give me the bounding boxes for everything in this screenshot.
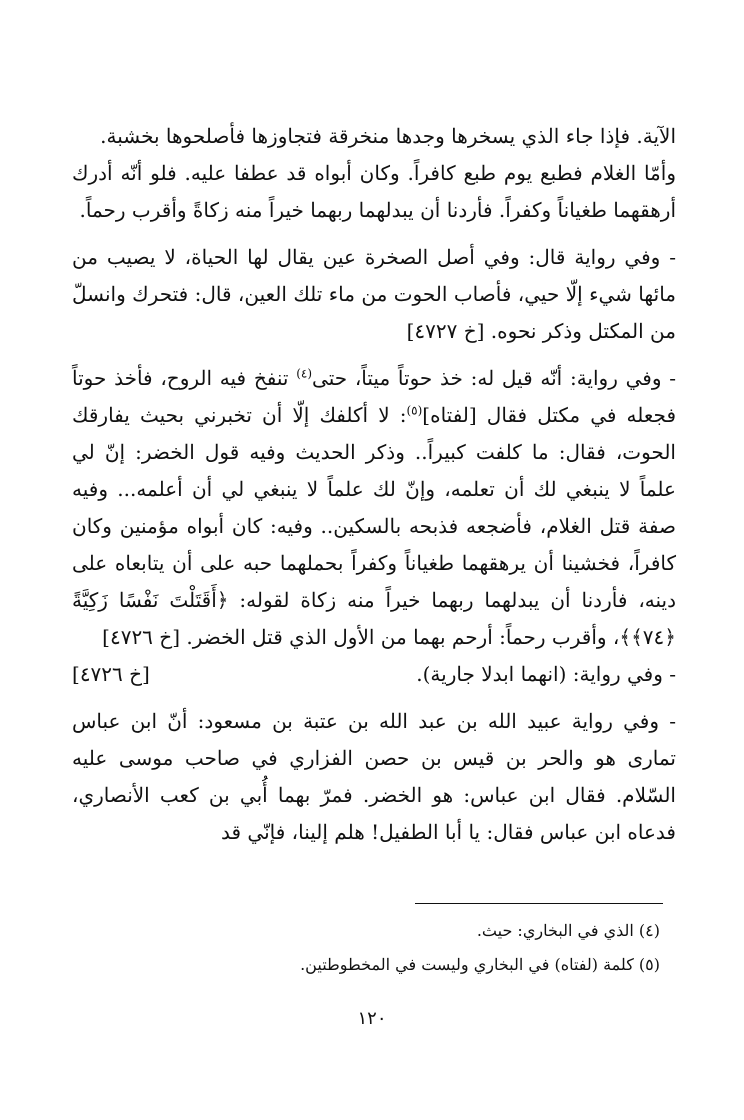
paragraph-3-text-a: - وفي رواية: أنّه قيل له: خذ حوتاً ميتاً، حتى — [312, 366, 676, 390]
page-number: ١٢٠ — [357, 1008, 387, 1029]
paragraph-1a: الآية. فإذا جاء الذي يسخرها وجدها منخرقة فتجاوزها فأصلحوها بخشبة. — [100, 124, 676, 148]
paragraph-4-reference: [خ ٤٧٢٦] — [72, 662, 150, 686]
footnote-divider — [415, 903, 663, 904]
paragraph-5: - وفي رواية عبيد الله بن عبد الله بن عتبة بن مسعود: أنّ ابن عباس تمارى هو والحر بن قيس بن حصن الفزاري في صاحب موسى عليه السّلام. فقال ابن عباس: هو الخضر. فمرّ بهما أُبي بن كعب الأنصاري، فدعاه ابن عباس فقال: يا أبا الطفيل! هلم إلينا، فإنّي قد — [72, 709, 676, 844]
paragraph-2-reference: [خ ٤٧٢٧] — [406, 319, 485, 343]
paragraph-1b: وأمّا الغلام فطبع يوم طبع كافراً. وكان أبواه قد عطفا عليه. فلو أنّه أدرك أرهقهما طغياناً وكفراً. فأردنا أن يبدلهما ربهما خيراً منه زكاةً وأقرب رحماً. — [72, 161, 676, 222]
footnote-4: (٤) الذي في البخاري: حيث. — [476, 921, 660, 940]
footnote-5: (٥) كلمة (لفتاه) في البخاري وليست في المخطوطتين. — [300, 955, 660, 974]
paragraph-3-text-b: تنفخ فيه الروح، فأخذ حوتاً فجعله في مكتل فقال [لفتاه] — [72, 366, 677, 427]
main-text — [72, 118, 676, 851]
paragraph-3-reference: [خ ٤٧٢٦] — [102, 625, 180, 649]
footnotes — [72, 914, 660, 982]
paragraph-3 — [72, 360, 676, 656]
paragraph-2-text: - وفي رواية قال: وفي أصل الصخرة عين يقال لها الحياة، لا يصيب من مائها شيء إلّا حيي، فأصاب الحوت من ماء تلك العين، قال: فتحرك وانسلّ من المكتل وذكر نحوه. — [72, 245, 676, 343]
paragraph-4-text: - وفي رواية: (انهما ابدلا جارية). — [416, 662, 676, 686]
paragraph-3-text-c: : لا أكلفك إلّا أن تخبرني بحيث يفارقك الحوت، فقال: ما كلفت كبيراً.. وذكر الحديث وفيه قول الخضر: إنّ لي علماً لا ينبغي لك أن تعلمه، وإنّ لك علماً لا ينبغي لي أن أعلمه... وفيه صفة قتل الغلام، فأضجعه فذبحه بالسكين.. وفيه: كان أبواه مؤمنين وكان كافراً، فخشينا أن يرهقهما طغياناً وكفراً بحملهما حبه على أن يتابعاه على دينه، فأردنا أن يبدلهما ربهما خيراً منه زكاة لقوله: ﴿أَقَتَلْتَ نَفْسًا زَكِيَّةً ﴿٧٤﴾﴾، وأقرب رحماً: أرحم بهما من الأول الذي قتل الخضر. — [72, 403, 676, 649]
footnote-5-marker: (٥) — [406, 403, 423, 418]
paragraph-4 — [72, 656, 676, 693]
paragraph-2 — [72, 239, 676, 350]
footnote-4-marker: (٤) — [296, 366, 313, 381]
